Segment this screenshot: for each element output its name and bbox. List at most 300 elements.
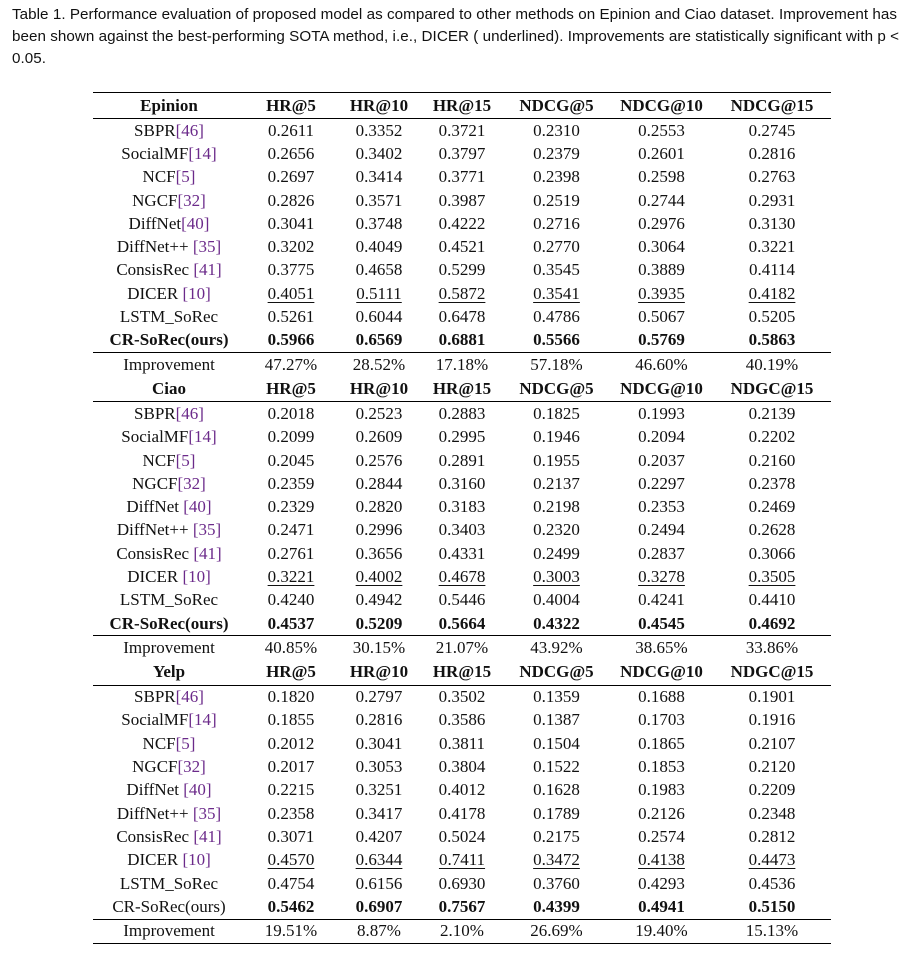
metric-value-text: 0.4138 [638,850,685,870]
metric-value-text: 0.2844 [355,473,403,493]
metric-value [245,519,337,542]
metric-value [503,235,610,258]
table-row [93,542,831,565]
metric-value [610,732,713,755]
metric-value-text: 0.3221 [748,237,796,257]
citation-link[interactable]: [46] [175,403,204,423]
metric-value-text: 0.3053 [355,757,403,777]
citation-link[interactable]: [46] [175,687,204,707]
metric-value-text: 0.5769 [638,330,685,350]
metric-value [713,755,831,778]
metric-value [713,305,831,328]
metric-value [503,259,610,282]
method-name [93,779,245,802]
method-name [93,166,245,189]
metric-value [421,189,503,212]
metric-value-text: 0.2017 [267,757,315,777]
metric-value [245,259,337,282]
metric-value [503,612,610,636]
metric-value [337,329,421,353]
improvement-value: 47.27% [245,352,337,376]
metric-value-text: 0.4473 [748,850,796,870]
table-row [93,142,831,165]
method-name [93,895,245,919]
citation-link[interactable]: [32] [177,190,206,210]
metric-value [245,449,337,472]
metric-value [503,849,610,872]
metric-value-text: 0.3571 [355,190,403,210]
metric-value-text: 0.3586 [438,710,486,730]
method-name [93,449,245,472]
metric-value [421,709,503,732]
metric-value [337,589,421,612]
metric-value [245,329,337,353]
metric-value [245,472,337,495]
citation-link[interactable]: [46] [175,120,204,140]
method-label: DiffNet [126,780,184,800]
citation-link[interactable]: [14] [188,427,217,447]
metric-value-text: 0.4941 [638,896,685,916]
metric-value [610,802,713,825]
method-label: CR-SoRec(ours) [109,613,229,633]
metric-value-text: 0.3251 [355,780,403,800]
citation-link[interactable]: [5] [175,733,196,753]
metric-value [610,449,713,472]
improvement-label: Improvement [93,919,245,943]
metric-value-text: 0.3041 [355,733,403,753]
method-name [93,872,245,895]
metric-value [713,329,831,353]
metric-value [421,685,503,709]
metric-value [713,235,831,258]
metric-value [713,732,831,755]
metric-value [610,519,713,542]
metric-value [610,895,713,919]
column-header: HR@15 [432,378,492,398]
column-header: NDGC@15 [730,378,814,398]
metric-value [421,565,503,588]
metric-value-text: 0.3545 [533,260,580,280]
table-row [93,449,831,472]
metric-value [610,259,713,282]
method-name [93,565,245,588]
metric-value-text: 0.2576 [355,450,403,470]
metric-value-text: 0.4521 [438,237,486,257]
metric-value [245,235,337,258]
metric-value [245,495,337,518]
citation-link[interactable]: [40] [183,780,212,800]
metric-value-text: 0.3064 [638,237,685,257]
method-name [93,305,245,328]
metric-value [245,755,337,778]
metric-value-text: 0.4786 [533,307,580,327]
metric-value-text: 0.2519 [533,190,580,210]
metric-value [245,212,337,235]
improvement-value: 40.19% [713,352,831,376]
metric-value [503,426,610,449]
method-name [93,709,245,732]
metric-value [610,849,713,872]
table-row [93,282,831,305]
metric-value-text: 0.6930 [438,873,486,893]
metric-value-text: 0.4399 [533,896,580,916]
metric-value [713,612,831,636]
improvement-value: 21.07% [421,636,503,660]
improvement-value: 57.18% [503,352,610,376]
table-caption [12,4,912,70]
metric-value-text: 0.3775 [267,260,315,280]
metric-value-text: 0.2816 [748,143,796,163]
metric-value-text: 0.3804 [438,757,486,777]
table-row [93,212,831,235]
method-name [93,329,245,353]
method-label: ConsisRec [116,543,194,563]
metric-value-text: 0.6478 [438,307,486,327]
metric-value-text: 0.2574 [638,826,685,846]
improvement-row [93,636,831,660]
dataset-name: Ciao [152,378,186,398]
metric-value [713,825,831,848]
metric-value [503,189,610,212]
method-label: NCF [142,167,176,187]
citation-link[interactable]: [32] [177,473,206,493]
metric-value [503,732,610,755]
method-name [93,426,245,449]
metric-value-text: 0.4222 [438,213,486,233]
citation-link[interactable]: [35] [192,520,222,540]
metric-value-text: 0.4322 [533,613,580,633]
method-label: LSTM_SoRec [119,307,219,327]
metric-value [337,542,421,565]
citation-link[interactable]: [14] [188,710,217,730]
table-row [93,849,831,872]
citation-link[interactable]: [32] [177,757,206,777]
method-label: CR-SoRec(ours) [109,330,229,350]
improvement-label: Improvement [93,352,245,376]
method-name [93,235,245,258]
metric-value [610,282,713,305]
citation-link[interactable]: [14] [188,143,217,163]
citation-link[interactable]: [35] [192,803,222,823]
table-row [93,472,831,495]
metric-value-text: 0.5024 [438,826,486,846]
citation-link[interactable]: [41] [193,543,222,563]
metric-value-text: 0.4942 [355,590,403,610]
metric-value [337,212,421,235]
metric-value-text: 0.2745 [748,120,796,140]
metric-value [503,402,610,426]
metric-value-text: 0.2198 [533,497,580,517]
metric-value-text: 0.6881 [438,330,486,350]
metric-value [610,565,713,588]
metric-value [713,849,831,872]
column-header: HR@15 [421,93,503,119]
citation-link[interactable]: [40] [183,497,212,517]
metric-value-text: 0.7411 [438,850,486,870]
metric-value [610,329,713,353]
metric-value [421,589,503,612]
table-row [93,612,831,636]
metric-value-text: 0.1916 [748,710,796,730]
metric-value-text: 0.2320 [533,520,580,540]
metric-value-text: 0.2826 [267,190,315,210]
metric-value-text: 0.3414 [355,167,403,187]
metric-value-text: 0.2761 [267,543,315,563]
metric-value-text: 0.4692 [748,613,796,633]
metric-value [610,779,713,802]
metric-value-text: 0.4754 [267,873,315,893]
improvement-value: 38.65% [610,636,713,660]
metric-value-text: 0.3502 [438,687,486,707]
metric-value [421,612,503,636]
metric-value-text: 0.2628 [748,520,796,540]
method-name [93,119,245,143]
method-label: DICER [127,283,183,303]
metric-value [610,166,713,189]
metric-value-text: 0.2601 [638,143,685,163]
column-header: NDCG@10 [620,662,703,682]
metric-value [713,495,831,518]
metric-value [337,565,421,588]
column-header: NDCG@10 [620,378,703,398]
metric-value-text: 0.3889 [638,260,685,280]
metric-value-text: 0.2797 [355,687,403,707]
metric-value-text: 0.2310 [533,120,580,140]
metric-value-text: 0.4536 [748,873,796,893]
improvement-value: 33.86% [713,636,831,660]
metric-value [503,565,610,588]
citation-link[interactable]: [35] [192,237,222,257]
metric-value [713,542,831,565]
metric-value [421,142,503,165]
metric-value [421,449,503,472]
column-header: HR@10 [337,93,421,119]
metric-value-text: 0.6156 [355,873,403,893]
caption-label: Table 1. [12,6,66,23]
metric-value [421,259,503,282]
table-row [93,119,831,143]
metric-value-text: 0.2976 [638,213,685,233]
metric-value-text: 0.5261 [267,307,315,327]
metric-value-text: 0.1946 [533,427,580,447]
metric-value-text: 0.4545 [638,613,685,633]
metric-value-text: 0.1703 [638,710,685,730]
metric-value [503,542,610,565]
metric-value-text: 0.3071 [267,826,315,846]
table-row [93,235,831,258]
method-name [93,259,245,282]
metric-value-text: 0.2656 [267,143,315,163]
method-label: SBPR [134,687,176,707]
metric-value-text: 0.4049 [355,237,403,257]
metric-value [610,709,713,732]
method-label: NCF [142,450,176,470]
metric-value [245,402,337,426]
metric-value-text: 0.3541 [533,283,580,303]
improvement-value: 8.87% [337,919,421,943]
citation-link[interactable]: [10] [182,283,211,303]
metric-value [713,449,831,472]
metric-value-text: 0.4114 [748,260,796,280]
metric-value [337,872,421,895]
metric-value-text: 0.4012 [438,780,486,800]
metric-value-text: 0.1901 [748,687,796,707]
table-row [93,732,831,755]
method-label: NGCF [132,473,178,493]
method-label: DiffNet [126,497,184,517]
improvement-value: 2.10% [421,919,503,943]
column-header: NDCG@15 [713,93,831,119]
metric-value [503,282,610,305]
metric-value [245,426,337,449]
metric-value [337,235,421,258]
metric-value-text: 0.2107 [748,733,796,753]
table-row [93,755,831,778]
metric-value [421,426,503,449]
column-header: HR@10 [349,378,409,398]
metric-value-text: 0.2099 [267,427,315,447]
method-name [93,212,245,235]
metric-value-text: 0.3403 [438,520,486,540]
citation-link[interactable]: [5] [175,167,196,187]
column-header: NDGC@15 [730,662,814,682]
metric-value [337,402,421,426]
metric-value-text: 0.2816 [355,710,403,730]
metric-value-text: 0.4293 [638,873,685,893]
citation-link[interactable]: [41] [193,826,222,846]
metric-value [245,802,337,825]
citation-link[interactable]: [40] [181,213,210,233]
metric-value [610,495,713,518]
method-label: DiffNet++ [116,520,193,540]
metric-value [610,305,713,328]
improvement-value: 28.52% [337,352,421,376]
method-name [93,589,245,612]
column-header: NDCG@5 [519,378,594,398]
column-header: HR@5 [266,662,316,682]
metric-value-text: 0.3183 [438,497,486,517]
metric-value-text: 0.3797 [438,143,486,163]
method-name [93,612,245,636]
metric-value-text: 0.2716 [533,213,580,233]
table-row [93,259,831,282]
citation-link[interactable]: [10] [182,566,211,586]
metric-value [421,282,503,305]
method-label: CR-SoRec(ours) [112,896,226,916]
metric-value [503,449,610,472]
citation-link[interactable]: [41] [193,260,222,280]
metric-value-text: 0.5462 [267,896,315,916]
metric-value [610,142,713,165]
metric-value [421,212,503,235]
metric-value [610,755,713,778]
metric-value-text: 0.5863 [748,330,796,350]
table-row [93,426,831,449]
metric-value-text: 0.2697 [267,167,315,187]
method-name [93,189,245,212]
metric-value [503,825,610,848]
metric-value-text: 0.2598 [638,167,685,187]
metric-value [713,709,831,732]
metric-value [421,825,503,848]
metric-value-text: 0.4002 [355,566,403,586]
metric-value [245,189,337,212]
method-name [93,542,245,565]
metric-value [503,212,610,235]
improvement-value: 15.13% [713,919,831,943]
metric-value-text: 0.5111 [356,283,402,303]
metric-value [421,542,503,565]
metric-value-text: 0.3987 [438,190,486,210]
metric-value [713,895,831,919]
metric-value-text: 0.4537 [267,613,315,633]
metric-value [503,779,610,802]
metric-value-text: 0.3003 [533,566,580,586]
method-name [93,282,245,305]
metric-value [245,709,337,732]
column-header: HR@5 [266,378,316,398]
metric-value-text: 0.3505 [748,566,796,586]
metric-value [245,166,337,189]
table-row [93,825,831,848]
method-name [93,685,245,709]
metric-value-text: 0.2160 [748,450,796,470]
method-label: SocialMF [121,143,189,163]
metric-value [245,895,337,919]
table-row [93,709,831,732]
metric-value-text: 0.4678 [438,566,486,586]
metric-value-text: 0.2139 [748,403,796,423]
table-row [93,779,831,802]
caption-text: Performance evaluation of proposed model as compared to other methods on Epinion and Ciao dataset. Improvement has been shown against the best-performing SOTA method, i.e., DICER ( underlined). Improvements are statistically significant with p < 0.05. [12,6,900,67]
method-name [93,732,245,755]
citation-link[interactable]: [10] [182,850,211,870]
metric-value-text: 0.7567 [438,896,486,916]
metric-value-text: 0.2045 [267,450,315,470]
metric-value-text: 0.2094 [638,427,685,447]
metric-value [421,732,503,755]
metric-value-text: 0.3472 [533,850,580,870]
metric-value [503,142,610,165]
improvement-label: Improvement [93,636,245,660]
metric-value [610,212,713,235]
metric-value [421,472,503,495]
metric-value-text: 0.1387 [533,710,580,730]
method-name [93,802,245,825]
metric-value [337,709,421,732]
metric-value [421,802,503,825]
metric-value [503,519,610,542]
metric-value [245,119,337,143]
metric-value-text: 0.5872 [438,283,486,303]
metric-value [421,755,503,778]
metric-value-text: 0.1789 [533,803,580,823]
table-row [93,685,831,709]
metric-value-text: 0.3221 [267,566,315,586]
method-label: DICER [127,566,183,586]
column-header: NDCG@5 [519,662,594,682]
metric-value-text: 0.2523 [355,403,403,423]
method-label: ConsisRec [116,260,194,280]
metric-value-text: 0.2609 [355,427,403,447]
metric-value-text: 0.5566 [533,330,580,350]
metric-value-text: 0.5299 [438,260,486,280]
citation-link[interactable]: [5] [175,450,196,470]
metric-value [421,329,503,353]
metric-value [337,779,421,802]
metric-value-text: 0.2297 [638,473,685,493]
metric-value-text: 0.4240 [267,590,315,610]
